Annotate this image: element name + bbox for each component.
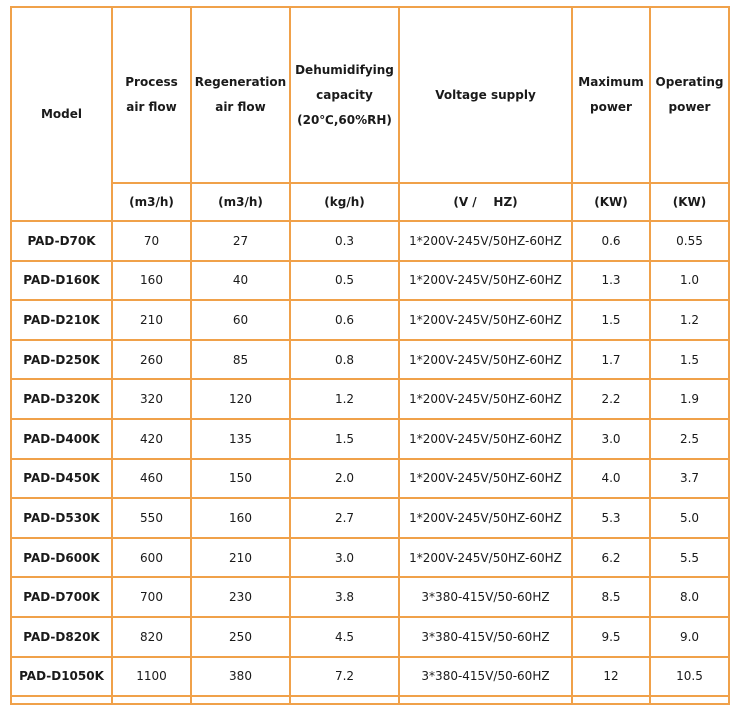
cell-empty [399, 696, 572, 704]
table-row [11, 419, 729, 459]
cell-dehumidifying-capacity: 3.8 [290, 577, 399, 617]
cell-process-air-flow: 460 [112, 459, 191, 499]
cell-dehumidifying-capacity: 0.6 [290, 300, 399, 340]
table-row [11, 498, 729, 538]
cell-dehumidifying-capacity: 1.5 [290, 419, 399, 459]
cell-voltage-supply: 1*200V-245V/50HZ-60HZ [399, 379, 572, 419]
header-voltage-supply: Voltage supply [399, 7, 572, 183]
cell-model: PAD-D700K [11, 577, 112, 617]
cell-process-air-flow: 420 [112, 419, 191, 459]
cell-maximum-power: 8.5 [572, 577, 650, 617]
cell-operating-power: 3.7 [650, 459, 729, 499]
header-regeneration-air-flow: Regeneration air flow [191, 7, 290, 183]
cell-voltage-supply: 1*200V-245V/50HZ-60HZ [399, 538, 572, 578]
cell-voltage-supply: 1*200V-245V/50HZ-60HZ [399, 419, 572, 459]
header-maximum-power: Maximum power [572, 7, 650, 183]
cell-voltage-supply: 1*200V-245V/50HZ-60HZ [399, 221, 572, 261]
table-row [11, 221, 729, 261]
cell-process-air-flow: 700 [112, 577, 191, 617]
cell-voltage-supply: 3*380-415V/50-60HZ [399, 617, 572, 657]
cell-model: PAD-D820K [11, 617, 112, 657]
table-row [11, 300, 729, 340]
cell-operating-power: 5.0 [650, 498, 729, 538]
cell-process-air-flow: 550 [112, 498, 191, 538]
cell-model: PAD-D400K [11, 419, 112, 459]
cell-empty [572, 696, 650, 704]
cell-empty [11, 696, 112, 704]
header-process-air-flow: Process air flow [112, 7, 191, 183]
cell-operating-power: 8.0 [650, 577, 729, 617]
cell-process-air-flow: 70 [112, 221, 191, 261]
unit-process-air-flow: (m3/h) [112, 183, 191, 221]
cell-regeneration-air-flow: 230 [191, 577, 290, 617]
unit-regeneration-air-flow: (m3/h) [191, 183, 290, 221]
cell-dehumidifying-capacity: 2.7 [290, 498, 399, 538]
table-row [11, 617, 729, 657]
cell-model: PAD-D70K [11, 221, 112, 261]
cell-voltage-supply: 3*380-415V/50-60HZ [399, 657, 572, 697]
cell-voltage-supply: 1*200V-245V/50HZ-60HZ [399, 498, 572, 538]
cell-process-air-flow: 820 [112, 617, 191, 657]
table-row [11, 340, 729, 380]
cell-model: PAD-D210K [11, 300, 112, 340]
cell-regeneration-air-flow: 250 [191, 617, 290, 657]
header-operating-power: Operating power [650, 7, 729, 183]
cell-maximum-power: 6.2 [572, 538, 650, 578]
cell-voltage-supply: 1*200V-245V/50HZ-60HZ [399, 300, 572, 340]
cell-dehumidifying-capacity: 7.2 [290, 657, 399, 697]
cell-operating-power: 1.2 [650, 300, 729, 340]
cell-model: PAD-D530K [11, 498, 112, 538]
cell-maximum-power: 9.5 [572, 617, 650, 657]
cell-regeneration-air-flow: 85 [191, 340, 290, 380]
header-model: Model [11, 7, 112, 221]
table-body [11, 221, 729, 704]
cell-regeneration-air-flow: 60 [191, 300, 290, 340]
cell-operating-power: 9.0 [650, 617, 729, 657]
cell-operating-power: 1.9 [650, 379, 729, 419]
cell-dehumidifying-capacity: 0.8 [290, 340, 399, 380]
cell-operating-power: 1.5 [650, 340, 729, 380]
cell-regeneration-air-flow: 380 [191, 657, 290, 697]
cell-dehumidifying-capacity: 1.2 [290, 379, 399, 419]
cell-operating-power: 2.5 [650, 419, 729, 459]
cell-dehumidifying-capacity: 4.5 [290, 617, 399, 657]
cell-maximum-power: 0.6 [572, 221, 650, 261]
table-row-partial [11, 696, 729, 704]
cell-process-air-flow: 1100 [112, 657, 191, 697]
cell-dehumidifying-capacity: 3.0 [290, 538, 399, 578]
cell-model: PAD-D320K [11, 379, 112, 419]
cell-process-air-flow: 260 [112, 340, 191, 380]
table-row [11, 261, 729, 301]
cell-maximum-power: 4.0 [572, 459, 650, 499]
cell-voltage-supply: 1*200V-245V/50HZ-60HZ [399, 261, 572, 301]
cell-operating-power: 10.5 [650, 657, 729, 697]
cell-empty [191, 696, 290, 704]
cell-maximum-power: 12 [572, 657, 650, 697]
cell-operating-power: 0.55 [650, 221, 729, 261]
cell-regeneration-air-flow: 40 [191, 261, 290, 301]
cell-empty [112, 696, 191, 704]
cell-regeneration-air-flow: 160 [191, 498, 290, 538]
cell-regeneration-air-flow: 120 [191, 379, 290, 419]
cell-regeneration-air-flow: 210 [191, 538, 290, 578]
cell-empty [650, 696, 729, 704]
cell-regeneration-air-flow: 27 [191, 221, 290, 261]
cell-maximum-power: 1.7 [572, 340, 650, 380]
table-row [11, 657, 729, 697]
cell-dehumidifying-capacity: 2.0 [290, 459, 399, 499]
unit-maximum-power: (KW) [572, 183, 650, 221]
unit-dehumidifying-capacity: (kg/h) [290, 183, 399, 221]
table-row [11, 379, 729, 419]
cell-process-air-flow: 600 [112, 538, 191, 578]
header-dehumidifying-capacity: Dehumidifying capacity (20℃,60%RH) [290, 7, 399, 183]
unit-operating-power: (KW) [650, 183, 729, 221]
cell-voltage-supply: 1*200V-245V/50HZ-60HZ [399, 340, 572, 380]
cell-process-air-flow: 320 [112, 379, 191, 419]
cell-maximum-power: 5.3 [572, 498, 650, 538]
cell-operating-power: 1.0 [650, 261, 729, 301]
table-row [11, 538, 729, 578]
cell-maximum-power: 3.0 [572, 419, 650, 459]
cell-regeneration-air-flow: 150 [191, 459, 290, 499]
cell-process-air-flow: 210 [112, 300, 191, 340]
cell-maximum-power: 1.3 [572, 261, 650, 301]
spec-table [10, 6, 730, 705]
table-row [11, 459, 729, 499]
cell-dehumidifying-capacity: 0.3 [290, 221, 399, 261]
cell-model: PAD-D160K [11, 261, 112, 301]
cell-model: PAD-D250K [11, 340, 112, 380]
cell-voltage-supply: 1*200V-245V/50HZ-60HZ [399, 459, 572, 499]
cell-model: PAD-D450K [11, 459, 112, 499]
cell-voltage-supply: 3*380-415V/50-60HZ [399, 577, 572, 617]
cell-regeneration-air-flow: 135 [191, 419, 290, 459]
cell-process-air-flow: 160 [112, 261, 191, 301]
cell-dehumidifying-capacity: 0.5 [290, 261, 399, 301]
cell-empty [290, 696, 399, 704]
cell-maximum-power: 1.5 [572, 300, 650, 340]
unit-voltage-supply: (V / HZ) [399, 183, 572, 221]
table-row [11, 577, 729, 617]
cell-operating-power: 5.5 [650, 538, 729, 578]
cell-model: PAD-D1050K [11, 657, 112, 697]
cell-maximum-power: 2.2 [572, 379, 650, 419]
cell-model: PAD-D600K [11, 538, 112, 578]
